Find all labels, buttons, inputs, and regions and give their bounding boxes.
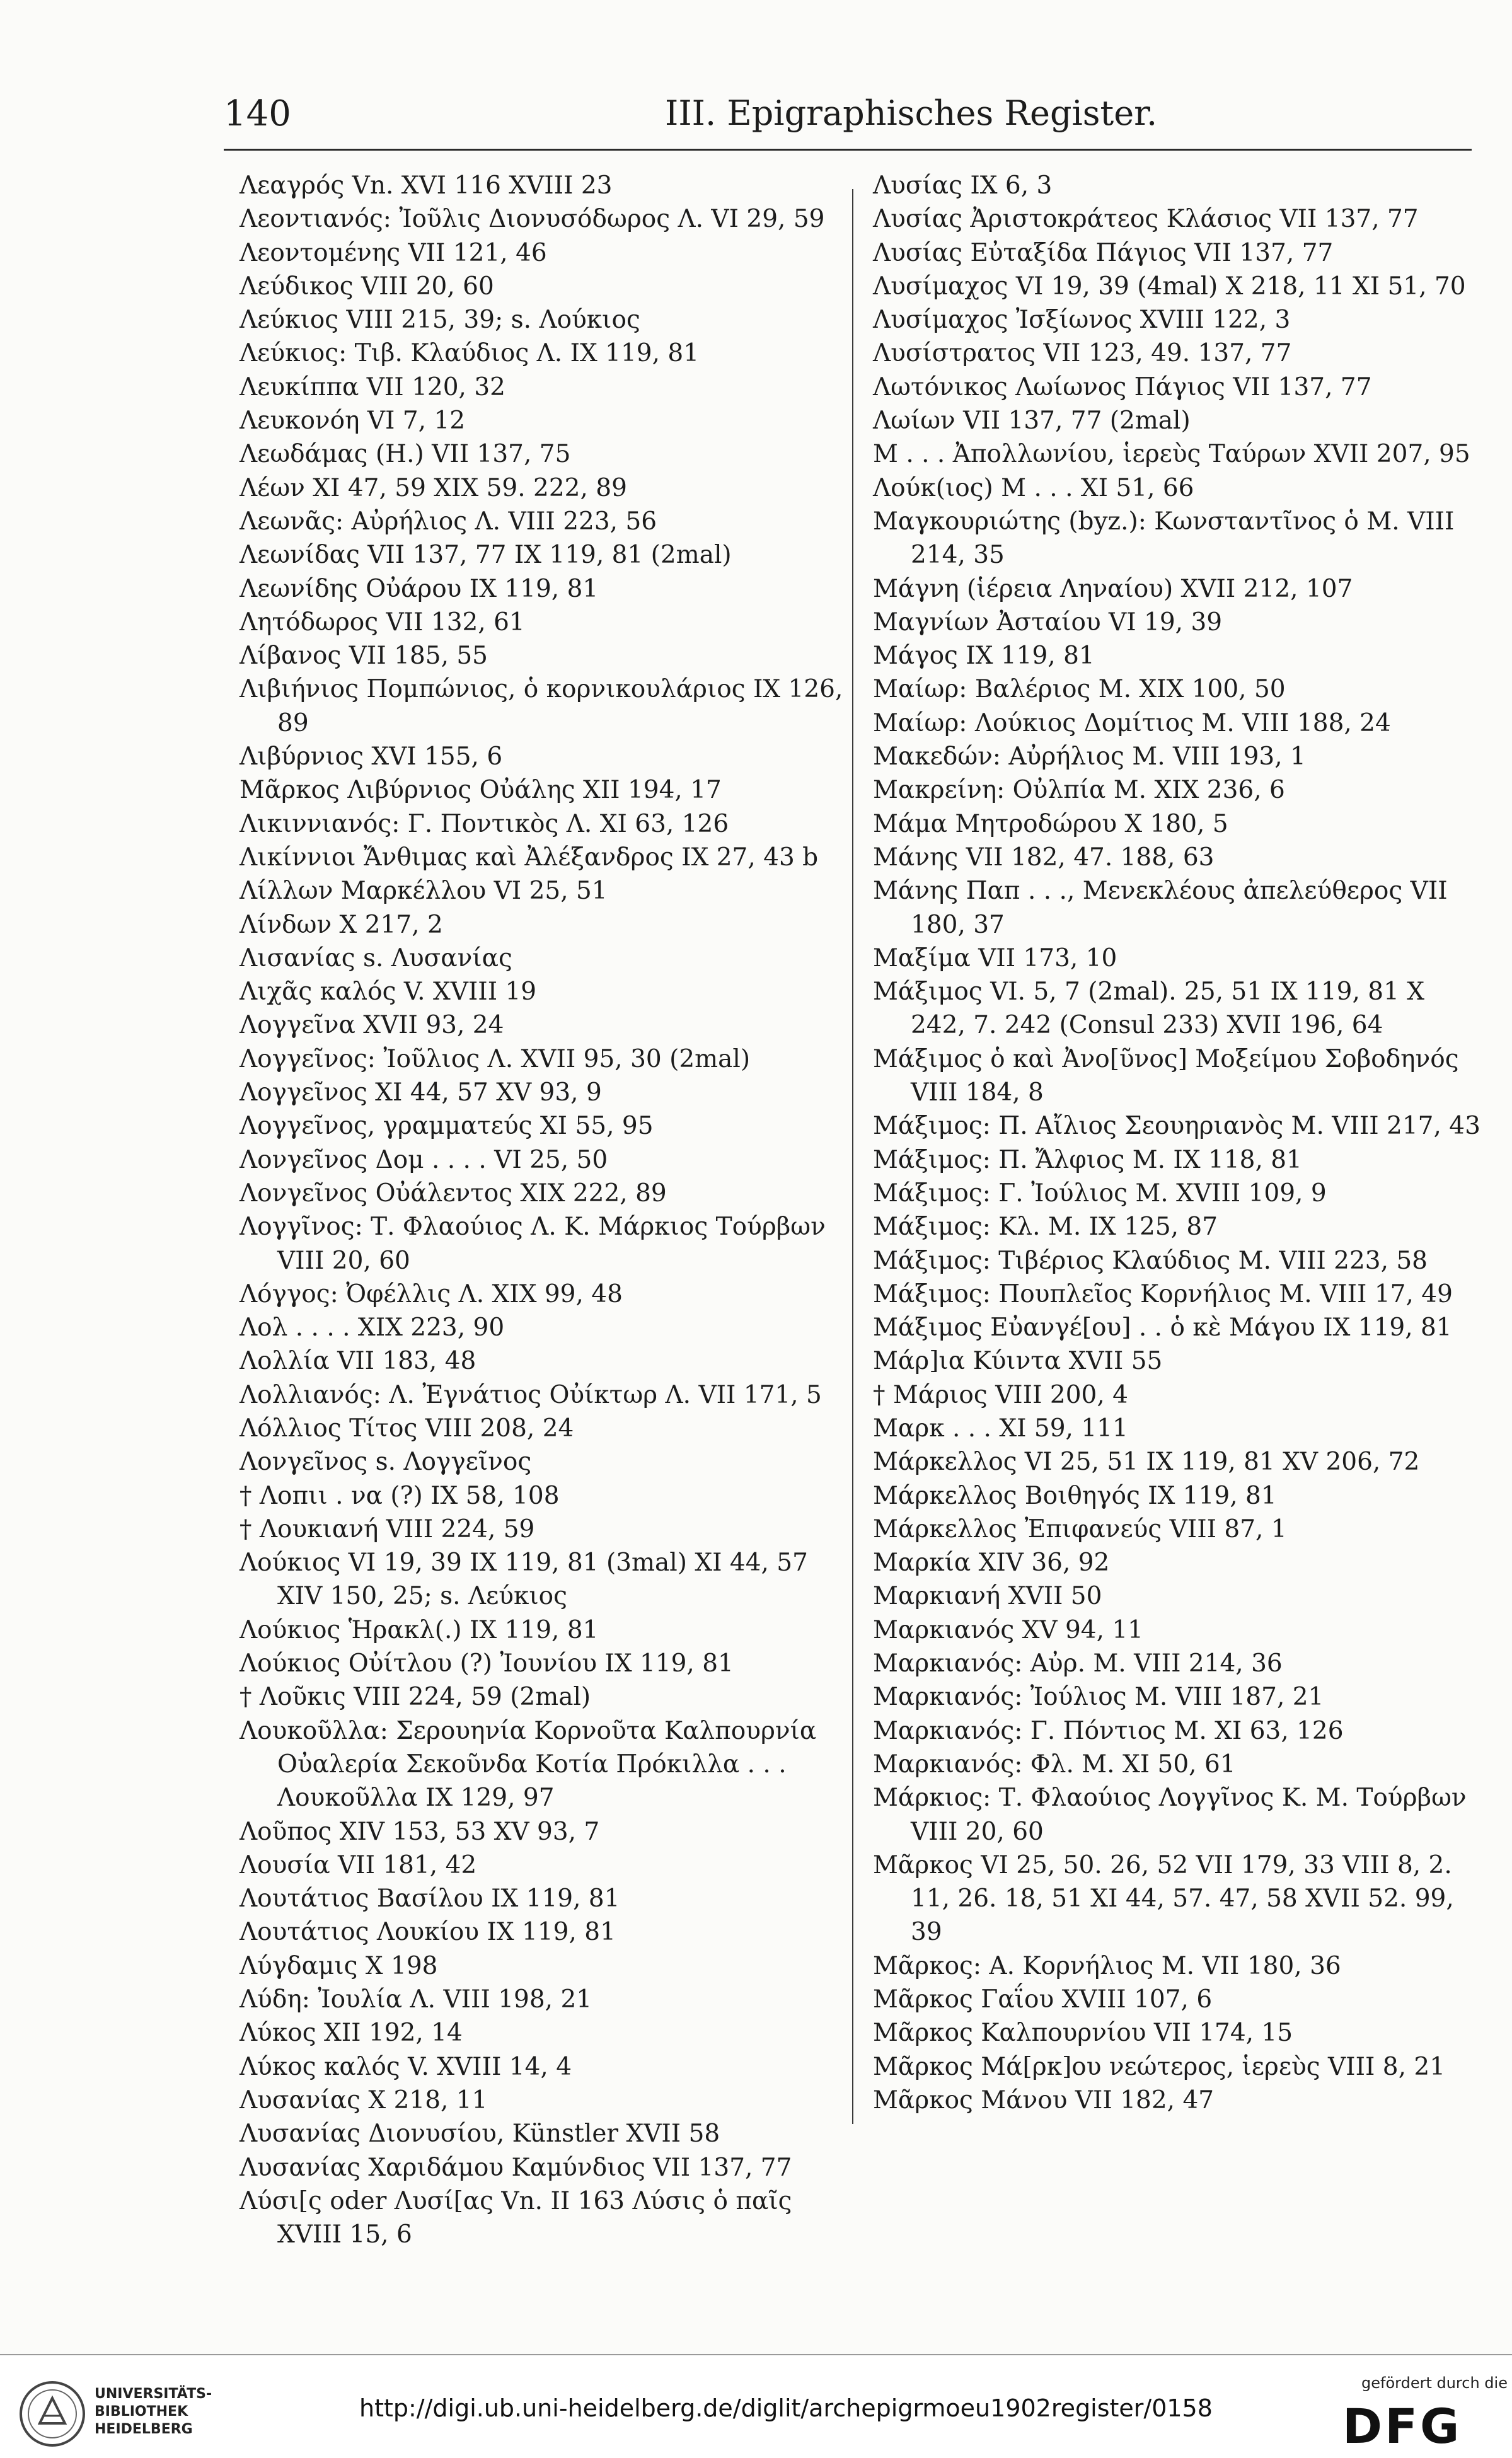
index-entry: Λιβύρνιος XVI 155, 6 xyxy=(239,742,503,771)
index-entry: Μάνης VII 182, 47. 188, 63 xyxy=(873,843,1215,872)
index-entry: Λογγεῖνος XI 44, 57 XV 93, 9 xyxy=(239,1078,602,1107)
index-entry: Λευκίππα VII 120, 32 xyxy=(239,372,505,401)
index-entry: Μᾶρκος Καλπουρνίου VII 174, 15 xyxy=(873,2019,1293,2048)
index-entry: Λούκιος VI 19, 39 IX 119, 81 (3mal) XI 44, 57 XIV 150, 25; s. Λεύκιος xyxy=(239,1549,808,1611)
index-entry: Μάρκελλος Βοιθηγός IX 119, 81 xyxy=(873,1481,1277,1510)
index-entry: Λογγεῖνα XVII 93, 24 xyxy=(239,1011,504,1040)
index-entry: Λούκ(ιος) Μ . . . XI 51, 66 xyxy=(873,473,1194,502)
index-entry: Λυσίας Ἀριστοκράτεος Κλάσιος VII 137, 77 xyxy=(873,205,1419,234)
index-entry: Μαγνίων Ἀσταίου VI 19, 39 xyxy=(873,608,1223,637)
index-entry: Λυσανίας X 218, 11 xyxy=(239,2086,488,2115)
index-entry: Λονγεῖνος s. Λογγεῖνος xyxy=(239,1448,532,1477)
footer xyxy=(0,2355,1512,2458)
index-entry: Μάρ]ια Κύιντα XVII 55 xyxy=(873,1347,1163,1376)
index-entry: Λισανίας s. Λυσανίας xyxy=(239,943,512,972)
index-entry: Μάγνη (ἱέρεια Ληναίου) XVII 212, 107 xyxy=(873,574,1353,603)
library-name: UNIVERSITÄTS- BIBLIOTHEK HEIDELBERG xyxy=(95,2386,212,2437)
header-rule xyxy=(224,149,1472,151)
index-entry: Μαρκιανή XVII 50 xyxy=(873,1582,1102,1611)
index-entry: Μ . . . Ἀπολλωνίου, ἱερεὺς Ταύρων XVII 207, 95 xyxy=(873,440,1470,469)
index-entry: Μαρκιανός: Ἰούλιος Μ. VIII 187, 21 xyxy=(873,1683,1324,1712)
page-header xyxy=(224,93,1462,137)
index-entry: Λύγδαμις X 198 xyxy=(239,1951,438,1980)
index-entry: Μάξιμος: Πουπλεῖος Κορνήλιος Μ. VIII 17, 49 xyxy=(873,1279,1453,1308)
index-entry: Λογγεῖνος: Ἰοῦλιος Λ. XVII 95, 30 (2mal) xyxy=(239,1044,751,1073)
index-entry: Μάρκιος: Τ. Φλαούιος Λογγῖνος Κ. Μ. Τούρβων VIII 20, 60 xyxy=(873,1784,1467,1846)
index-entry: Λίλλων Μαρκέλλου VI 25, 51 xyxy=(239,877,608,906)
index-entry: Λυσίας Εὐταξίδα Πάγιος VII 137, 77 xyxy=(873,238,1334,267)
index-entry: Λυσανίας Χαριδάμου Καμύνδιος VII 137, 77 xyxy=(239,2153,792,2182)
university-seal-icon xyxy=(18,2379,87,2449)
index-entry: Μάγος IX 119, 81 xyxy=(873,642,1095,671)
index-entry: Μαρκιανός: Αὐρ. Μ. VIII 214, 36 xyxy=(873,1649,1283,1678)
index-entry: Λολλία VII 183, 48 xyxy=(239,1347,476,1376)
index-entry: Λωτόνικος Λωίωνος Πάγιος VII 137, 77 xyxy=(873,372,1372,401)
index-entry: Μάμα Μητροδώρου X 180, 5 xyxy=(873,809,1228,838)
index-entry: Μάξιμος: Κλ. Μ. IX 125, 87 xyxy=(873,1213,1218,1242)
index-entry: Μάξιμος: Τιβέριος Κλαύδιος Μ. VIII 223, 58 xyxy=(873,1246,1428,1275)
index-entry: † Λοῦκις VIII 224, 59 (2mal) xyxy=(239,1683,591,1712)
running-title: III. Epigraphisches Register. xyxy=(665,93,1158,133)
index-entry: Λουσία VII 181, 42 xyxy=(239,1850,477,1879)
index-entry: Μαίωρ: Λούκιος Δομίτιος Μ. VIII 188, 24 xyxy=(873,708,1391,737)
index-entry: Λογγῖνος: Τ. Φλαούιος Λ. Κ. Μάρκιος Τούρβων VIII 20, 60 xyxy=(239,1213,826,1275)
index-entry: Λύκος καλός V. XVIII 14, 4 xyxy=(239,2052,572,2081)
index-entry: Λύδη: Ἰουλία Λ. VIII 198, 21 xyxy=(239,1985,592,2014)
index-entry: Μάρκελλος VI 25, 51 IX 119, 81 XV 206, 72 xyxy=(873,1448,1420,1477)
index-entry: Λεύκιος: Τιβ. Κλαύδιος Λ. IX 119, 81 xyxy=(239,339,700,368)
index-entry: Μακεδών: Αὐρήλιος Μ. VIII 193, 1 xyxy=(873,742,1306,771)
index-entry: Μάξιμος: Γ. Ἰούλιος Μ. XVIII 109, 9 xyxy=(873,1179,1327,1208)
index-entry: Μᾶρκος Μάνου VII 182, 47 xyxy=(873,2086,1215,2115)
index-entry: Λοῦπος XIV 153, 53 XV 93, 7 xyxy=(239,1817,600,1846)
index-entry: Μᾶρκος Λιβύρνιος Οὐάλης XII 194, 17 xyxy=(239,776,722,805)
source-url-link[interactable]: http://digi.ub.uni-heidelberg.de/diglit/archepigrmoeu1902register/0158 xyxy=(359,2394,1213,2422)
index-entry: Λευκονόη VI 7, 12 xyxy=(239,407,466,436)
index-entry: Λυσίμαχος Ἰσξίωνος XVIII 122, 3 xyxy=(873,306,1291,335)
index-entry: Μακρείνη: Οὐλπία Μ. XIX 236, 6 xyxy=(873,776,1285,805)
index-entry: Λύκος XII 192, 14 xyxy=(239,2019,463,2048)
index-entry: Μαρκ . . . XI 59, 111 xyxy=(873,1414,1128,1443)
index-entry: Λεοντιανός: Ἰοῦλις Διονυσόδωρος Λ. VI 29, 59 xyxy=(239,205,825,234)
index-entry: Μαρκιανός: Φλ. Μ. XI 50, 61 xyxy=(873,1750,1236,1779)
index-entry: Λυσανίας Διονυσίου, Künstler XVII 58 xyxy=(239,2120,720,2149)
index-entry: Λεωνᾶς: Αὐρήλιος Λ. VIII 223, 56 xyxy=(239,507,657,536)
index-entry: Λουτάτιος Βασίλου IX 119, 81 xyxy=(239,1884,620,1913)
index-entry: Λωίων VII 137, 77 (2mal) xyxy=(873,407,1191,436)
index-entry: Μαίωρ: Βαλέριος Μ. XIX 100, 50 xyxy=(873,675,1286,704)
index-entry: Μάνης Παπ . . ., Μενεκλέους ἀπελεύθερος VII 180, 37 xyxy=(873,877,1448,939)
index-entry: Λολλιανός: Λ. Ἐγνάτιος Οὐίκτωρ Λ. VII 171, 5 xyxy=(239,1380,822,1409)
index-entry: Λόλλιος Τίτος VIII 208, 24 xyxy=(239,1414,574,1443)
dfg-logo: DFG xyxy=(1342,2398,1462,2454)
index-entry: Μαρκιανός: Γ. Πόντιος Μ. XI 63, 126 xyxy=(873,1716,1344,1745)
index-entry: Λεύδικος VIII 20, 60 xyxy=(239,272,494,301)
index-entry: Μάξιμος: Π. Ἄλφιος Μ. IX 118, 81 xyxy=(873,1145,1302,1174)
index-entry: Μάξιμος: Π. Αἴλιος Σεουηριανὸς Μ. VIII 217, 43 xyxy=(873,1112,1480,1141)
index-entry: Λόγγος: Ὀφέλλις Λ. XIX 99, 48 xyxy=(239,1279,623,1308)
index-entry: Λεοντομένης VII 121, 46 xyxy=(239,238,547,267)
index-entry: Λεωνίδης Οὐάρου IX 119, 81 xyxy=(239,574,599,603)
index-entry: † Λοπιι . να (?) IX 58, 108 xyxy=(239,1481,560,1510)
index-entry: Λίβανος VII 185, 55 xyxy=(239,642,488,671)
index-entry: Λούκιος Ἡρακλ(.) IX 119, 81 xyxy=(239,1615,599,1644)
index-entry: Λεαγρός Vn. XVI 116 XVIII 23 xyxy=(239,171,613,200)
index-entry: Μάξιμος VI. 5, 7 (2mal). 25, 51 IX 119, 81 X 242, 7. 242 (Consul 233) XVII 196, 64 xyxy=(873,978,1425,1040)
index-entry: Λούκιος Οὐίτλου (?) Ἰουνίου IX 119, 81 xyxy=(239,1649,734,1678)
page-number: 140 xyxy=(224,93,291,134)
index-entry: Λιβιήνιος Πομπώνιος, ὁ κορνικουλάριος IX 126, 89 xyxy=(239,675,843,737)
index-entry: Λουκοῦλλα: Σερουηνία Κορνοῦτα Καλπουρνία Οὐαλερία Σεκοῦνδα Κοτία Πρόκιλλα . . . Λουκοῦλλα IX 129, 97 xyxy=(239,1716,817,1813)
index-entry: Λυσίας IX 6, 3 xyxy=(873,171,1053,200)
index-entry: Λικίννιοι Ἄνθιμας καὶ Ἀλέξανδρος IX 27, 43 b xyxy=(239,843,819,872)
index-entry: Λίνδων X 217, 2 xyxy=(239,910,443,939)
index-entry: Λεωδάμας (H.) VII 137, 75 xyxy=(239,440,571,469)
index-entry: Λολ . . . . XIX 223, 90 xyxy=(239,1313,505,1342)
index-entry: Λυσίμαχος VI 19, 39 (4mal) X 218, 11 XI 51, 70 xyxy=(873,272,1466,301)
index-entry: Μαρκιανός XV 94, 11 xyxy=(873,1615,1143,1644)
index-entry: Λυσίστρατος VII 123, 49. 137, 77 xyxy=(873,339,1292,368)
index-entry: Μᾶρκος: Α. Κορνήλιος Μ. VII 180, 36 xyxy=(873,1951,1341,1980)
index-entry: Μάξιμος Εὐανγέ[ου] . . ὁ κὲ Μάγου IX 119, 81 xyxy=(873,1313,1452,1342)
index-entry: † Λουκιανή VIII 224, 59 xyxy=(239,1515,535,1543)
index-entry: Λεύκιος VIII 215, 39; s. Λούκιος xyxy=(239,306,640,335)
index-entry: Μᾶρκος VI 25, 50. 26, 52 VII 179, 33 VIII 8, 2. 11, 26. 18, 51 XI 44, 57. 47, 58 XVII 52. 99, 39 xyxy=(873,1850,1454,1947)
index-entry: Λεωνίδας VII 137, 77 IX 119, 81 (2mal) xyxy=(239,541,732,570)
index-entry: † Μάριος VIII 200, 4 xyxy=(873,1380,1128,1409)
left-column xyxy=(239,169,851,2251)
column-divider xyxy=(852,189,853,2124)
index-entry: Λουτάτιος Λουκίου IX 119, 81 xyxy=(239,1918,616,1947)
right-column xyxy=(873,169,1484,2117)
index-entry: Μάξιμος ὁ καὶ Ἀνο[ῦνος] Μοξείμου Σοβοδηνός VIII 184, 8 xyxy=(873,1044,1459,1107)
index-entry: Λονγεῖνος Δομ . . . . VI 25, 50 xyxy=(239,1145,608,1174)
index-entry: Λογγεῖνος, γραμματεύς XI 55, 95 xyxy=(239,1112,654,1141)
index-entry: Λύσι[ς oder Λυσί[ας Vn. II 163 Λύσις ὁ παῖς XVIII 15, 6 xyxy=(239,2186,792,2249)
funded-by-text: gefördert durch die xyxy=(1361,2374,1508,2392)
index-entry: Μαξίμα VII 173, 10 xyxy=(873,943,1117,972)
index-entry: Λικιννιανός: Γ. Ποντικὸς Λ. XI 63, 126 xyxy=(239,809,729,838)
index-entry: Μᾶρκος Γαΐου XVIII 107, 6 xyxy=(873,1985,1213,2014)
index-entry: Μᾶρκος Μά[ρκ]ου νεώτερος, ἱερεὺς VIII 8, 21 xyxy=(873,2052,1446,2081)
index-entry: Μαγκουριώτης (byz.): Κωνσταντῖνος ὁ Μ. VIII 214, 35 xyxy=(873,507,1455,570)
index-entry: Μαρκία XIV 36, 92 xyxy=(873,1549,1110,1578)
index-entry: Μάρκελλος Ἐπιφανεύς VIII 87, 1 xyxy=(873,1515,1287,1543)
index-entry: Λητόδωρος VII 132, 61 xyxy=(239,608,525,637)
index-entry: Λέων XI 47, 59 XIX 59. 222, 89 xyxy=(239,473,627,502)
index-entry: Λιχᾶς καλός V. XVIII 19 xyxy=(239,978,537,1007)
index-entry: Λονγεῖνος Οὐάλεντος XIX 222, 89 xyxy=(239,1179,667,1208)
